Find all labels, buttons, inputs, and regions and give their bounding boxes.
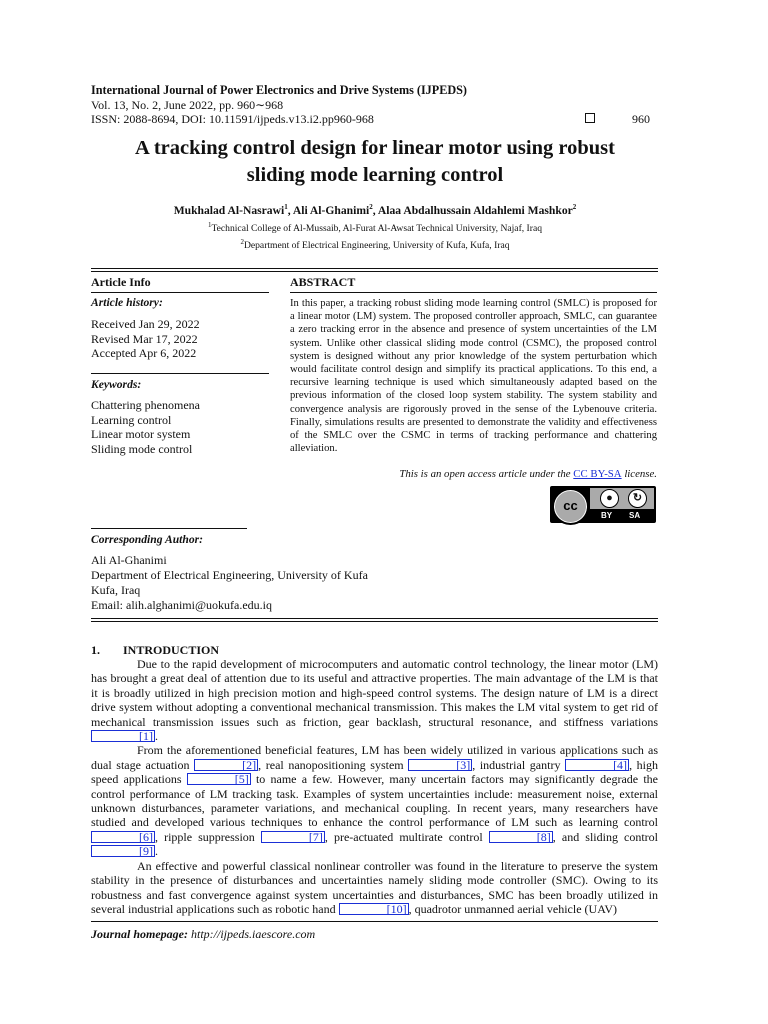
- paragraph-text: Due to the rapid development of microcomputers and automatic control technology, the linear motor (LM) has brought a great deal of attention due to its useful and attractive properties. The main advantage of the LM is that it is broadly utilized in high precision motion and high-speed control systems. The design nature of LM is a direct drive system without adopting a conventional mechanical transmission. This makes the LM vital system to get rid of mechanical transmission issues such as friction, gear backlash, structural resonance, and stiffness variations: [91, 657, 658, 729]
- citation-link[interactable]: [1]: [91, 730, 155, 742]
- issn-doi: ISSN: 2088-8694, DOI: 10.11591/ijpeds.v13.i2.pp960-968: [91, 112, 374, 126]
- abstract-rule: [290, 292, 657, 293]
- volume-info: Vol. 13, No. 2, June 2022, pp. 960∼968: [91, 98, 284, 112]
- paragraph-text: to name a few. However, many uncertain factors may significantly degrade the control performance of LM tracking task. Examples of system uncertainties include: measurement noise, external unknown disturbances, parameter variations, and mechanical coupling. In recent years, many researchers have studied and developed various techniques to enhance the control performance of LM such as learning control: [91, 772, 658, 830]
- affiliation-1-text: Technical College of Al-Mussaib, Al-Furat Al-Awsat Technical University, Najaf, Iraq: [211, 223, 543, 235]
- keywords-list: [91, 398, 200, 456]
- paragraph-text: , and sliding control: [552, 829, 659, 844]
- keyword-item: Linear motor system: [91, 427, 191, 441]
- journal-homepage: [91, 927, 315, 942]
- author-3-sup: 2: [572, 203, 577, 211]
- corresponding-city: Kufa, Iraq: [91, 583, 141, 597]
- section-heading: [91, 643, 219, 658]
- paragraph: [91, 859, 658, 917]
- citation-link[interactable]: [6]: [91, 831, 155, 843]
- cc-icon: [552, 488, 589, 525]
- corresponding-name: Ali Al-Ghanimi: [91, 553, 167, 567]
- affiliation-2: [80, 236, 670, 253]
- corresponding-dept: Department of Electrical Engineering, University of Kufa: [91, 568, 368, 582]
- person-icon: ●: [600, 489, 619, 508]
- cc-by-sa-link[interactable]: CC BY-SA: [573, 468, 622, 480]
- keywords-heading: Keywords:: [91, 378, 142, 391]
- paper-title: [80, 135, 670, 189]
- introduction-body: [91, 657, 658, 916]
- section-number: 1.: [91, 643, 100, 657]
- paragraph-text: , high speed applications: [91, 757, 659, 787]
- author-2: Ali Al-Ghanimi: [292, 203, 370, 217]
- affiliations: [80, 219, 670, 252]
- citation-link[interactable]: [2]: [194, 759, 258, 771]
- citation-link[interactable]: [7]: [261, 831, 325, 843]
- corresponding-rule: [91, 528, 247, 529]
- homepage-label: Journal homepage:: [91, 927, 189, 941]
- citation-link[interactable]: [10]: [339, 903, 409, 915]
- article-history: [91, 317, 200, 361]
- top-rule: [91, 268, 658, 269]
- abstract-heading: ABSTRACT: [290, 275, 356, 289]
- affiliation-2-sup: 2: [240, 237, 244, 246]
- journal-name: International Journal of Power Electronics and Drive Systems (IJPEDS): [91, 83, 467, 97]
- section-title: INTRODUCTION: [123, 643, 220, 657]
- paragraph-text: From the aforementioned beneficial features, LM has been widely utilized in various applications such as dual stage actuation: [91, 743, 658, 772]
- citation-link[interactable]: [9]: [91, 845, 155, 857]
- page-number: 960: [632, 112, 650, 126]
- accepted-date: Accepted Apr 6, 2022: [91, 346, 197, 360]
- homepage-url[interactable]: http://ijpeds.iaescore.com: [191, 927, 316, 941]
- section-rule-thin: [91, 618, 658, 619]
- paragraph-text: , real nanopositioning system: [258, 757, 409, 772]
- sa-label: SA: [629, 511, 641, 520]
- license-note: [290, 468, 657, 480]
- keywords-rule: [91, 373, 269, 374]
- author-1-sup: 1: [284, 203, 288, 211]
- share-alike-icon: ↻: [628, 489, 647, 508]
- affiliation-2-text: Department of Electrical Engineering, University of Kufa, Kufa, Iraq: [243, 239, 510, 251]
- corresponding-email: Email: alih.alghanimi@uokufa.edu.iq: [91, 598, 273, 612]
- affiliation-1: [80, 219, 670, 236]
- citation-link[interactable]: [8]: [489, 831, 553, 843]
- affiliation-1-sup: 1: [207, 221, 212, 229]
- citation-link[interactable]: [4]: [565, 759, 629, 771]
- article-info-rule: [91, 292, 269, 293]
- section-rule: [91, 621, 658, 622]
- paragraph-text: , pre-actuated multirate control: [324, 829, 489, 844]
- author-1: Mukhalad Al-Nasrawi: [173, 203, 285, 217]
- license-prefix: This is an open access article under the: [399, 468, 571, 480]
- author-2-sup: 2: [369, 203, 373, 211]
- keyword-item: Chattering phenomena: [91, 398, 200, 412]
- keyword-item: Sliding mode control: [91, 441, 193, 456]
- license-suffix: license.: [624, 468, 657, 480]
- footer-rule: [91, 921, 658, 922]
- paragraph: Due to the rapid development of microcomputers and automatic control technology, the linear motor (LM) has brought a great deal of attention due to its useful and attractive properties. The main advantage of the LM is that it is broadly utilized in high precision motion and high-speed control systems. The design nature of LM is a direct drive system without adopting a conventional mechanical transmission. This makes the LM vital system to get rid of mechanical transmission issues such as friction, gear backlash, structural resonance, and stiffness variations [1] .: [91, 657, 658, 744]
- cc-icon-label: cc: [563, 498, 578, 513]
- corresponding-author: [91, 553, 368, 613]
- citation-link[interactable]: [3]: [408, 759, 472, 771]
- revised-date: Revised Mar 17, 2022: [91, 331, 198, 346]
- paragraph-text: , ripple suppression: [155, 829, 261, 844]
- abstract-text: In this paper, a tracking robust sliding mode learning control (SMLC) is proposed for a linear motor (LM) system. The proposed controller approach, SMLC, can guarantee a zero tracking error in the absence and presence of system uncertainties of the LM system. Unlike other classical sliding mode control (CSMC), the proposed control system is designed without any prior knowledge of the system perturbation which would facilitate control design and simplify its practical applications. To this end, a recursive learning technique is used which simultaneously adapted based on the previous information of the closed loop system stability. The system stability and convergence analysis are rigorously proved in the sense of the Lybenouve criteria. Finally, simulations results are presented to demonstrate the validity and effectiveness of the SMLC over the CSMC in terms of tracking performance and chattering alleviation.: [290, 298, 657, 455]
- title-line-1: A tracking control design for linear motor using robust: [135, 137, 615, 159]
- paragraph-text: An effective and powerful classical nonlinear controller was found in the literature to preserve the system stability in the presence of disturbances and uncertainties namely sliding mode controller (SMC). Owing to its robustness and fast convergence against system uncertainties and disturbances, SMC has been broadly utilized in several industrial applications such as robotic hand: [91, 858, 658, 916]
- author-list: Mukhalad Al-Nasrawi$^1$, Ali Al-Ghanimi$^2$, Alaa Abdalhussain Aldahlemi Mashkor$^2$: [173, 203, 577, 217]
- article-history-heading: Article history:: [91, 296, 163, 309]
- square-icon: [585, 113, 595, 123]
- keyword-item: Learning control: [91, 412, 172, 427]
- paragraph-text: , quadrotor unmanned aerial vehicle (UAV): [408, 901, 617, 916]
- paragraph: From the aforementioned beneficial features, LM has been widely utilized in various applications such as dual stage actuation [2] , real nanopositioning system [3] , industrial gantry [4] , high speed applications [5] to name a few. However, many uncertain factors may significantly degrade the control performance of LM tracking task. Examples of system uncertainties include: measurement noise, external unknown disturbances, parameter variations, and mechanical coupling. In recent years, many researchers have studied and developed various techniques to enhance the control performance of LM such as learning control [6] , ripple suppression [7] , pre-actuated multirate control [8] , and sliding control [9] .: [91, 743, 659, 859]
- citation-link[interactable]: [5]: [187, 773, 251, 785]
- by-label: BY: [601, 511, 613, 520]
- corresponding-heading: Corresponding Author:: [91, 533, 204, 546]
- received-date: Received Jan 29, 2022: [91, 317, 200, 331]
- cc-by-sa-badge[interactable]: [550, 486, 656, 523]
- author-3: Alaa Abdalhussain Aldahlemi Mashkor: [377, 203, 573, 217]
- article-info-heading: Article Info: [91, 275, 151, 289]
- top-rule-thin: [91, 271, 658, 272]
- title-line-2: sliding mode learning control: [246, 164, 504, 186]
- paragraph-text: , industrial gantry: [472, 757, 566, 772]
